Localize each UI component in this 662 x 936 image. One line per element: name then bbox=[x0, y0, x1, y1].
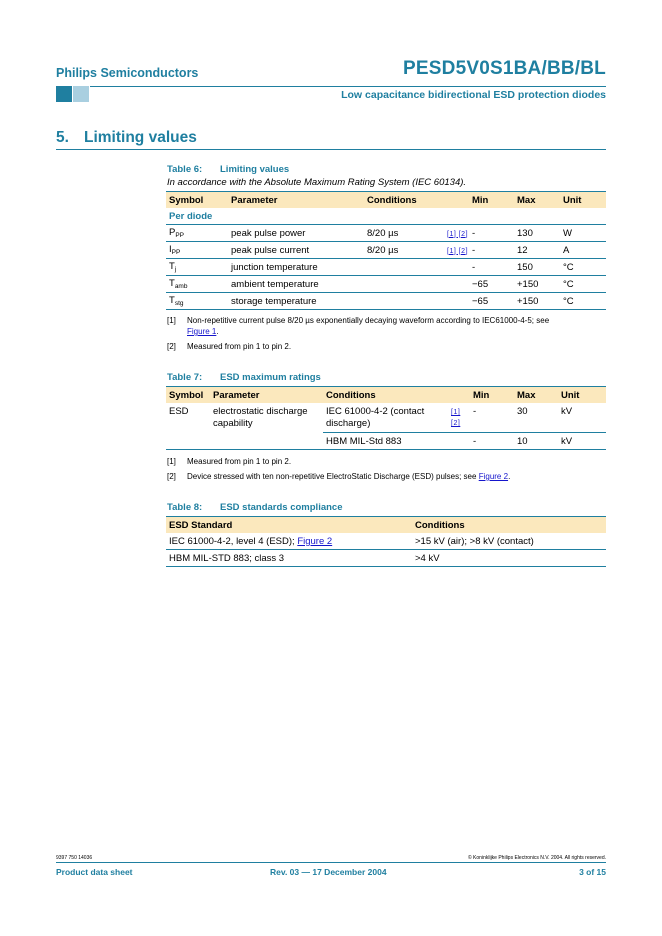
logo-square-dark bbox=[56, 86, 72, 102]
table7-caption bbox=[167, 372, 321, 383]
col-max: Max bbox=[514, 387, 558, 404]
col-esd-standard: ESD Standard bbox=[166, 517, 412, 534]
table8-title: ESD standards compliance bbox=[220, 502, 343, 513]
header-rule bbox=[90, 86, 606, 87]
conditions-cell bbox=[364, 293, 444, 310]
section-heading bbox=[56, 129, 197, 147]
product-title: PESD5V0S1BA/BB/BL bbox=[403, 58, 606, 79]
max-cell: 150 bbox=[514, 259, 560, 276]
table-row bbox=[166, 533, 606, 550]
table8 bbox=[166, 516, 606, 567]
section-rule bbox=[56, 149, 606, 150]
unit-cell: kV bbox=[558, 433, 606, 450]
table-row bbox=[166, 433, 606, 450]
doc-number: 9397 750 14036 bbox=[56, 855, 93, 861]
table6-subtitle: In accordance with the Absolute Maximum Rating System (IEC 60134). bbox=[167, 177, 467, 188]
unit-cell: °C bbox=[560, 259, 606, 276]
table-row bbox=[166, 242, 606, 259]
col-parameter: Parameter bbox=[228, 192, 364, 209]
max-cell: 130 bbox=[514, 225, 560, 242]
standard-cell: IEC 61000-4-2, level 4 (ESD); Figure 2 bbox=[166, 533, 412, 550]
col-parameter: Parameter bbox=[210, 387, 323, 404]
parameter-cell: junction temperature bbox=[228, 259, 364, 276]
section-title: Limiting values bbox=[84, 129, 197, 146]
figure-2-link[interactable]: Figure 2 bbox=[478, 472, 509, 481]
footnote-refs[interactable]: [1] [2] bbox=[448, 403, 470, 433]
min-cell: - bbox=[469, 225, 514, 242]
col-conditions: Conditions bbox=[412, 517, 606, 534]
table8-caption bbox=[167, 502, 342, 513]
page-number: 3 of 15 bbox=[579, 867, 606, 877]
table-row bbox=[166, 259, 606, 276]
unit-cell: A bbox=[560, 242, 606, 259]
table6-label: Table 6: bbox=[167, 164, 203, 175]
footer-rule bbox=[56, 862, 606, 863]
footnote-refs[interactable]: [1] [2] bbox=[444, 242, 469, 259]
table6-title: Limiting values bbox=[220, 164, 290, 175]
min-cell: −65 bbox=[469, 276, 514, 293]
symbol-cell: $T_{amb}$ bbox=[166, 276, 228, 293]
col-symbol: Symbol bbox=[166, 192, 228, 209]
logo-square-light bbox=[73, 86, 89, 102]
unit-cell: W bbox=[560, 225, 606, 242]
col-min: Min bbox=[469, 192, 514, 209]
conditions-cell: >15 kV (air); >8 kV (contact) bbox=[412, 533, 606, 550]
min-cell: −65 bbox=[469, 293, 514, 310]
table7-header-row bbox=[166, 387, 606, 404]
product-subtitle: Low capacitance bidirectional ESD protection diodes bbox=[341, 89, 606, 101]
section-number: 5. bbox=[56, 129, 69, 146]
col-unit: Unit bbox=[560, 192, 606, 209]
col-conditions: Conditions bbox=[364, 192, 444, 209]
table6-caption bbox=[167, 164, 289, 175]
max-cell: +150 bbox=[514, 276, 560, 293]
parameter-cell: peak pulse power bbox=[228, 225, 364, 242]
col-symbol: Symbol bbox=[166, 387, 210, 404]
symbol-cell: $T_{stg}$ bbox=[166, 293, 228, 310]
figure-2-link[interactable]: Figure 2 bbox=[297, 535, 333, 547]
table6 bbox=[166, 191, 606, 310]
conditions-cell: >4 kV bbox=[412, 550, 606, 567]
table-row bbox=[166, 225, 606, 242]
symbol-cell: ESD bbox=[169, 406, 189, 417]
company-name: Philips Semiconductors bbox=[56, 66, 199, 80]
unit-cell: °C bbox=[560, 293, 606, 310]
parameter-cell: peak pulse current bbox=[228, 242, 364, 259]
table-row bbox=[166, 550, 606, 567]
max-cell: +150 bbox=[514, 293, 560, 310]
table7-note-1: [1] Measured from pin 1 to pin 2. bbox=[167, 457, 292, 466]
max-cell: 12 bbox=[514, 242, 560, 259]
table6-header-row bbox=[166, 192, 606, 209]
standard-cell: HBM MIL-STD 883; class 3 bbox=[166, 550, 412, 567]
copyright: © Koninklijke Philips Electronics N.V. 2004. All rights reserved. bbox=[467, 855, 606, 861]
table-row bbox=[166, 293, 606, 310]
col-conditions: Conditions bbox=[323, 387, 448, 404]
conditions-cell: 8/20 µs bbox=[364, 225, 444, 242]
max-cell: 30 bbox=[514, 403, 558, 433]
doc-type: Product data sheet bbox=[56, 867, 133, 877]
min-cell: - bbox=[470, 433, 514, 450]
conditions-cell: HBM MIL-Std 883 bbox=[323, 433, 448, 450]
col-unit: Unit bbox=[558, 387, 606, 404]
table7-note-2: [2] Device stressed with ten non-repetitive ElectroStatic Discharge (ESD) pulses; see Figure 2. bbox=[167, 472, 511, 481]
footnote-refs[interactable]: [1] [2] bbox=[444, 225, 469, 242]
table8-label: Table 8: bbox=[167, 502, 203, 513]
unit-cell: kV bbox=[558, 403, 606, 433]
table6-group-row bbox=[166, 208, 606, 225]
table7-title: ESD maximum ratings bbox=[220, 372, 321, 383]
max-cell: 10 bbox=[514, 433, 558, 450]
symbol-cell: $T_j$ bbox=[166, 259, 228, 276]
conditions-cell: IEC 61000-4-2 (contact discharge) bbox=[323, 403, 448, 433]
col-min: Min bbox=[470, 387, 514, 404]
table6-note-2: [2] Measured from pin 1 to pin 2. bbox=[167, 342, 292, 351]
table7 bbox=[166, 386, 606, 450]
parameter-cell: electrostatic discharge capability bbox=[213, 406, 308, 429]
figure-1-link[interactable]: Figure 1 bbox=[187, 327, 217, 336]
table-row bbox=[166, 403, 606, 433]
symbol-cell: $P_{PP}$ bbox=[166, 225, 228, 242]
min-cell: - bbox=[469, 259, 514, 276]
col-max: Max bbox=[514, 192, 560, 209]
symbol-cell: $I_{PP}$ bbox=[166, 242, 228, 259]
revision: Rev. 03 — 17 December 2004 bbox=[270, 867, 387, 877]
table8-header-row bbox=[166, 517, 606, 534]
table6-note-1: [1] Non-repetitive current pulse 8/20 µs exponentially decaying waveform according to IEC61000-4-5; see Figure 1. bbox=[167, 316, 550, 336]
parameter-cell: storage temperature bbox=[228, 293, 364, 310]
conditions-cell bbox=[364, 259, 444, 276]
table-row bbox=[166, 276, 606, 293]
per-diode-label: Per diode bbox=[166, 208, 606, 225]
table7-label: Table 7: bbox=[167, 372, 203, 383]
unit-cell: °C bbox=[560, 276, 606, 293]
min-cell: - bbox=[470, 403, 514, 433]
parameter-cell: ambient temperature bbox=[228, 276, 364, 293]
conditions-cell bbox=[364, 276, 444, 293]
conditions-cell: 8/20 µs bbox=[364, 242, 444, 259]
min-cell: - bbox=[469, 242, 514, 259]
